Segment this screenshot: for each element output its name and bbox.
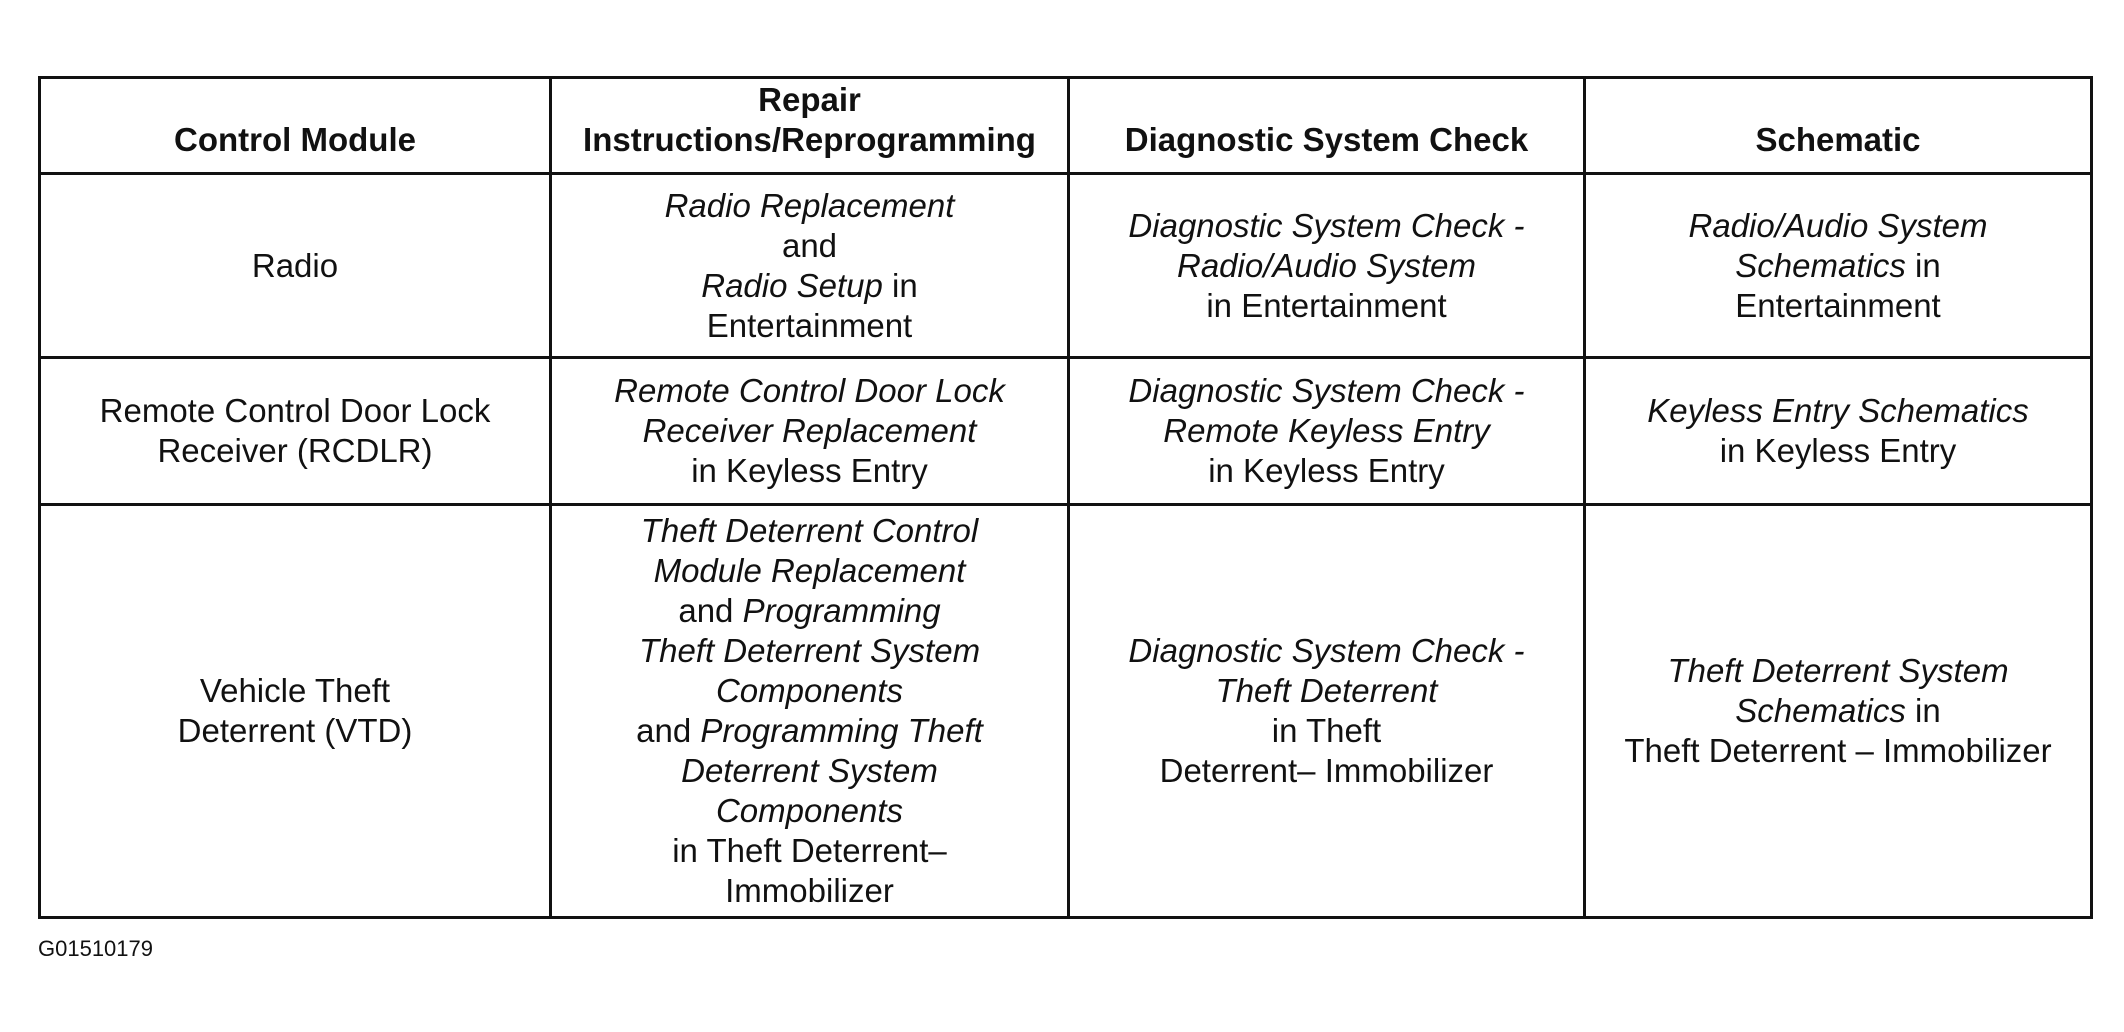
cell-diag-vtd xyxy=(1069,505,1585,918)
repair-text: Radio Replacement xyxy=(664,186,955,224)
repair-text: Components xyxy=(715,792,904,829)
repair-text: Programming xyxy=(742,592,941,629)
schematic-text: Schematics xyxy=(1735,692,1906,729)
schematic-text: in xyxy=(1905,692,1941,729)
repair-text: Theft Deterrent Control xyxy=(640,512,979,549)
repair-text: Components xyxy=(715,672,904,709)
schematic-text: Theft Deterrent – Immobilizer xyxy=(1624,732,2052,769)
cell-schematic-vtd xyxy=(1585,505,2092,918)
repair-text: Module Replacement xyxy=(653,552,966,589)
module-reference-table xyxy=(38,76,2093,919)
diag-text: in Theft xyxy=(1271,712,1382,749)
cell-module-vtd xyxy=(40,505,551,918)
diag-text: Deterrent– Immobilizer xyxy=(1159,752,1494,789)
header-diagnostic-check: Diagnostic System Check xyxy=(1069,78,1585,174)
header-repair-instructions xyxy=(551,78,1069,174)
cell-diag-radio xyxy=(1069,174,1585,358)
diag-text: Theft Deterrent xyxy=(1215,672,1438,709)
table-row xyxy=(40,358,2092,505)
cell-repair-rcdlr xyxy=(551,358,1069,505)
cell-module-radio: Radio xyxy=(40,174,551,358)
cell-schematic-radio xyxy=(1585,174,2092,358)
repair-text: Programming Theft xyxy=(700,712,983,749)
schematic-text: in xyxy=(1905,246,1941,284)
diag-text: Diagnostic System Check - xyxy=(1128,206,1525,244)
diag-text: Radio/Audio System xyxy=(1177,246,1476,284)
cell-diag-rcdlr xyxy=(1069,358,1585,505)
repair-text: Radio Setup xyxy=(701,266,883,304)
header-repair-line1: Repair xyxy=(758,81,861,118)
repair-text: Entertainment xyxy=(706,306,913,344)
repair-text: and xyxy=(781,226,838,264)
repair-text: in Keyless Entry xyxy=(691,452,928,489)
header-repair-line2: Instructions/Reprogramming xyxy=(583,121,1036,158)
table-row xyxy=(40,505,2092,918)
module-text: Deterrent (VTD) xyxy=(177,712,413,749)
diag-text: Diagnostic System Check - xyxy=(1128,632,1525,669)
repair-text: Deterrent System xyxy=(681,752,938,789)
repair-text: in Theft Deterrent– xyxy=(672,832,947,869)
repair-text: Theft Deterrent System xyxy=(638,632,981,669)
diag-text: in Keyless Entry xyxy=(1208,452,1445,489)
repair-text: Remote Control Door Lock xyxy=(614,372,1005,409)
header-schematic: Schematic xyxy=(1585,78,2092,174)
repair-text: and xyxy=(636,712,701,749)
figure-id: G01510179 xyxy=(38,936,153,961)
repair-text: and xyxy=(678,592,743,629)
cell-module-rcdlr xyxy=(40,358,551,505)
schematic-text: Keyless Entry Schematics xyxy=(1647,392,2029,429)
schematic-text: Schematics xyxy=(1735,246,1906,284)
schematic-text: in Keyless Entry xyxy=(1719,432,1957,469)
repair-text: Receiver Replacement xyxy=(642,412,977,449)
diag-text: in Entertainment xyxy=(1206,286,1447,324)
cell-repair-radio xyxy=(551,174,1069,358)
module-text: Receiver (RCDLR) xyxy=(157,432,433,469)
header-control-module: Control Module xyxy=(40,78,551,174)
cell-schematic-rcdlr xyxy=(1585,358,2092,505)
schematic-text: Entertainment xyxy=(1735,286,1941,324)
header-row xyxy=(40,78,2092,174)
repair-text: in xyxy=(882,266,918,304)
repair-text: Immobilizer xyxy=(725,872,894,909)
module-text: Remote Control Door Lock xyxy=(99,392,491,429)
diag-text: Remote Keyless Entry xyxy=(1163,412,1490,449)
cell-repair-vtd xyxy=(551,505,1069,918)
diag-text: Diagnostic System Check - xyxy=(1128,372,1525,409)
module-text: Vehicle Theft xyxy=(199,672,391,709)
schematic-text: Theft Deterrent System xyxy=(1667,652,2009,689)
schematic-text: Radio/Audio System xyxy=(1688,206,1988,244)
table-row xyxy=(40,174,2092,358)
